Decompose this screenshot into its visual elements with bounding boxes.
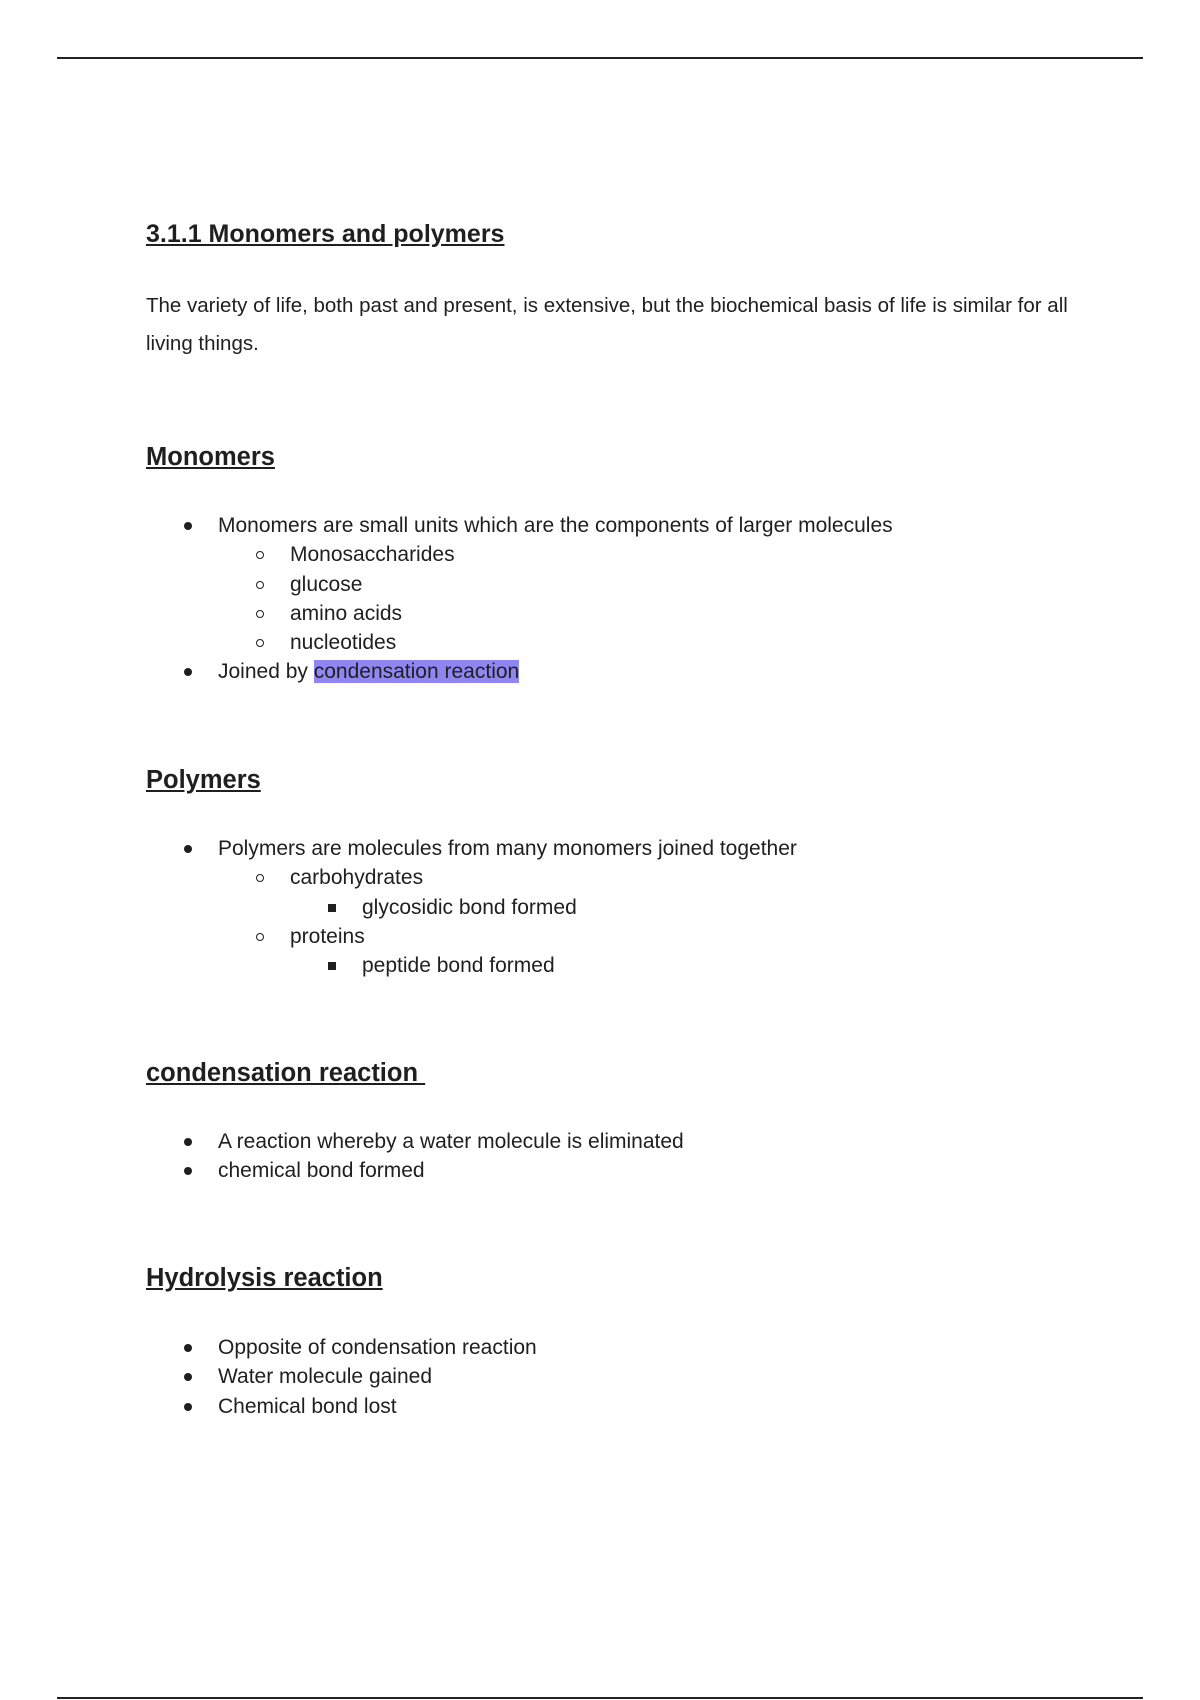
list-item: carbohydrates: [146, 863, 797, 892]
disc-bullet-icon: [184, 668, 192, 676]
hydrolysis-list: [146, 1333, 537, 1421]
list-item: Opposite of condensation reaction: [146, 1333, 537, 1362]
joined-by-text: Joined by: [218, 660, 314, 684]
circle-bullet-icon: [256, 581, 264, 589]
polymers-heading: Polymers: [146, 766, 261, 794]
list-item: glucose: [146, 570, 893, 599]
circle-bullet-icon: [256, 551, 264, 559]
list-item: Chemical bond lost: [146, 1392, 537, 1421]
polymers-list: [146, 834, 797, 980]
circle-bullet-icon: [256, 639, 264, 647]
list-item: proteins: [146, 922, 797, 951]
intro-paragraph: The variety of life, both past and present, is extensive, but the biochemical basis of life is similar for all living things.: [146, 294, 1068, 355]
highlighted-text: condensation reaction: [313, 660, 520, 684]
list-item: Monosaccharides: [146, 540, 893, 569]
list-item: glycosidic bond formed: [146, 893, 797, 922]
disc-bullet-icon: [184, 1138, 192, 1146]
list-item: A reaction whereby a water molecule is eliminated: [146, 1127, 684, 1156]
page-title: 3.1.1 Monomers and polymers: [146, 220, 505, 248]
condensation-heading: condensation reaction: [146, 1059, 426, 1087]
list-item: Polymers are molecules from many monomers joined together: [146, 834, 797, 863]
disc-bullet-icon: [184, 1344, 192, 1352]
monomers-list: [146, 511, 893, 687]
list-item: Water molecule gained: [146, 1362, 537, 1391]
square-bullet-icon: [328, 904, 336, 912]
list-item: chemical bond formed: [146, 1156, 684, 1185]
circle-bullet-icon: [256, 933, 264, 941]
hydrolysis-heading: Hydrolysis reaction: [146, 1264, 383, 1292]
circle-bullet-icon: [256, 610, 264, 618]
circle-bullet-icon: [256, 874, 264, 882]
disc-bullet-icon: [184, 1167, 192, 1175]
list-item: nucleotides: [146, 628, 893, 657]
square-bullet-icon: [328, 962, 336, 970]
list-item: [146, 657, 893, 686]
list-item: peptide bond formed: [146, 951, 797, 980]
disc-bullet-icon: [184, 522, 192, 530]
disc-bullet-icon: [184, 1373, 192, 1381]
list-item: Monomers are small units which are the components of larger molecules: [146, 511, 893, 540]
list-item: amino acids: [146, 599, 893, 628]
disc-bullet-icon: [184, 1403, 192, 1411]
condensation-list: [146, 1127, 684, 1186]
disc-bullet-icon: [184, 845, 192, 853]
footer-rule: [57, 1697, 1143, 1699]
header-rule: [57, 57, 1143, 59]
monomers-heading: Monomers: [146, 443, 275, 471]
